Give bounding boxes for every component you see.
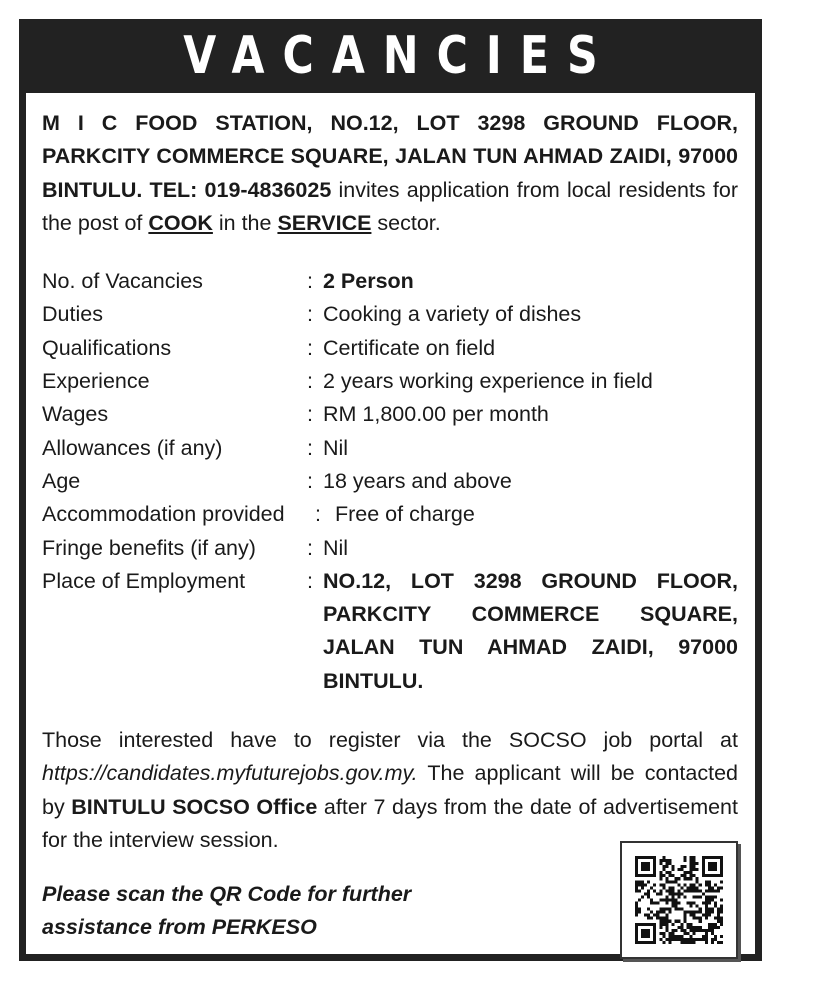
detail-label: Allowances (if any) — [42, 435, 223, 460]
ad-body — [26, 93, 755, 954]
detail-colon: : — [307, 369, 313, 394]
scan-qr-note: Please scan the QR Code for further assistance from PERKESO — [42, 882, 412, 939]
detail-colon: : — [307, 402, 313, 427]
detail-value: Nil — [323, 535, 349, 560]
detail-colon: : — [307, 535, 313, 560]
detail-colon: : — [307, 302, 313, 327]
detail-row-vacancies — [42, 265, 738, 298]
ad-content — [42, 107, 738, 879]
vacancy-advertisement — [19, 19, 762, 961]
intro-text-2: in the — [212, 210, 278, 235]
sector-name: SERVICE — [277, 210, 372, 235]
detail-row-fringe-benefits — [42, 532, 738, 565]
detail-label: Duties — [42, 302, 103, 327]
ad-title: VACANCIES — [183, 26, 616, 86]
socso-office: BINTULU SOCSO Office — [71, 794, 318, 819]
detail-colon: : — [307, 269, 313, 294]
detail-colon: : — [315, 502, 321, 527]
qr-code — [620, 841, 738, 959]
qr-code-graphic — [635, 856, 723, 944]
detail-label: Qualifications — [42, 335, 172, 360]
post-name: COOK — [148, 210, 213, 235]
detail-label: Experience — [42, 369, 150, 394]
job-portal-url: https://candidates.myfuturejobs.gov.my. — [42, 761, 418, 786]
detail-row-place-of-employment — [42, 565, 738, 698]
detail-value: Certificate on field — [323, 335, 496, 360]
intro-paragraph — [42, 107, 738, 240]
detail-row-experience — [42, 365, 738, 398]
detail-label: Wages — [42, 402, 109, 427]
registration-paragraph — [42, 724, 738, 857]
detail-label: Fringe benefits (if any) — [42, 535, 256, 560]
detail-row-duties — [42, 298, 738, 331]
register-text-3: after 7 days from the date of advertisement for the interview session. — [42, 794, 738, 852]
detail-colon: : — [307, 568, 313, 593]
intro-text-1: invites application from local residents for the post of — [42, 177, 738, 235]
detail-value: RM 1,800.00 per month — [323, 402, 549, 427]
detail-label: No. of Vacancies — [42, 269, 203, 294]
register-text-1: Those interested have to register via the SOCSO job portal at — [42, 728, 738, 753]
detail-label: Accommodation provided — [42, 502, 285, 527]
detail-value: 18 years and above — [323, 468, 512, 493]
detail-colon: : — [307, 468, 313, 493]
detail-value: NO.12, LOT 3298 GROUND FLOOR, PARKCITY COMMERCE SQUARE, JALAN TUN AHMAD ZAIDI, 97000 BINTULU. — [323, 568, 738, 693]
detail-colon: : — [307, 335, 313, 360]
detail-row-allowances — [42, 432, 738, 465]
detail-label: Place of Employment — [42, 568, 246, 593]
detail-row-wages — [42, 398, 738, 431]
detail-colon: : — [307, 435, 313, 460]
register-text-2: The applicant will be contacted by — [42, 761, 738, 819]
detail-row-accommodation — [42, 498, 738, 531]
job-details-list — [42, 265, 738, 698]
company-details: M I C FOOD STATION, NO.12, LOT 3298 GROUND FLOOR, PARKCITY COMMERCE SQUARE, JALAN TUN AHMAD ZAIDI, 97000 BINTULU. TEL: 019-4836025 — [42, 111, 738, 202]
detail-value: 2 years working experience in field — [323, 369, 653, 394]
intro-text-3: sector. — [371, 210, 441, 235]
detail-row-qualifications — [42, 332, 738, 365]
detail-row-age — [42, 465, 738, 498]
detail-value: Cooking a variety of dishes — [323, 302, 582, 327]
detail-value: Free of charge — [335, 502, 475, 527]
detail-label: Age — [42, 468, 81, 493]
detail-value: Nil — [323, 435, 349, 460]
detail-value: 2 Person — [323, 269, 414, 294]
